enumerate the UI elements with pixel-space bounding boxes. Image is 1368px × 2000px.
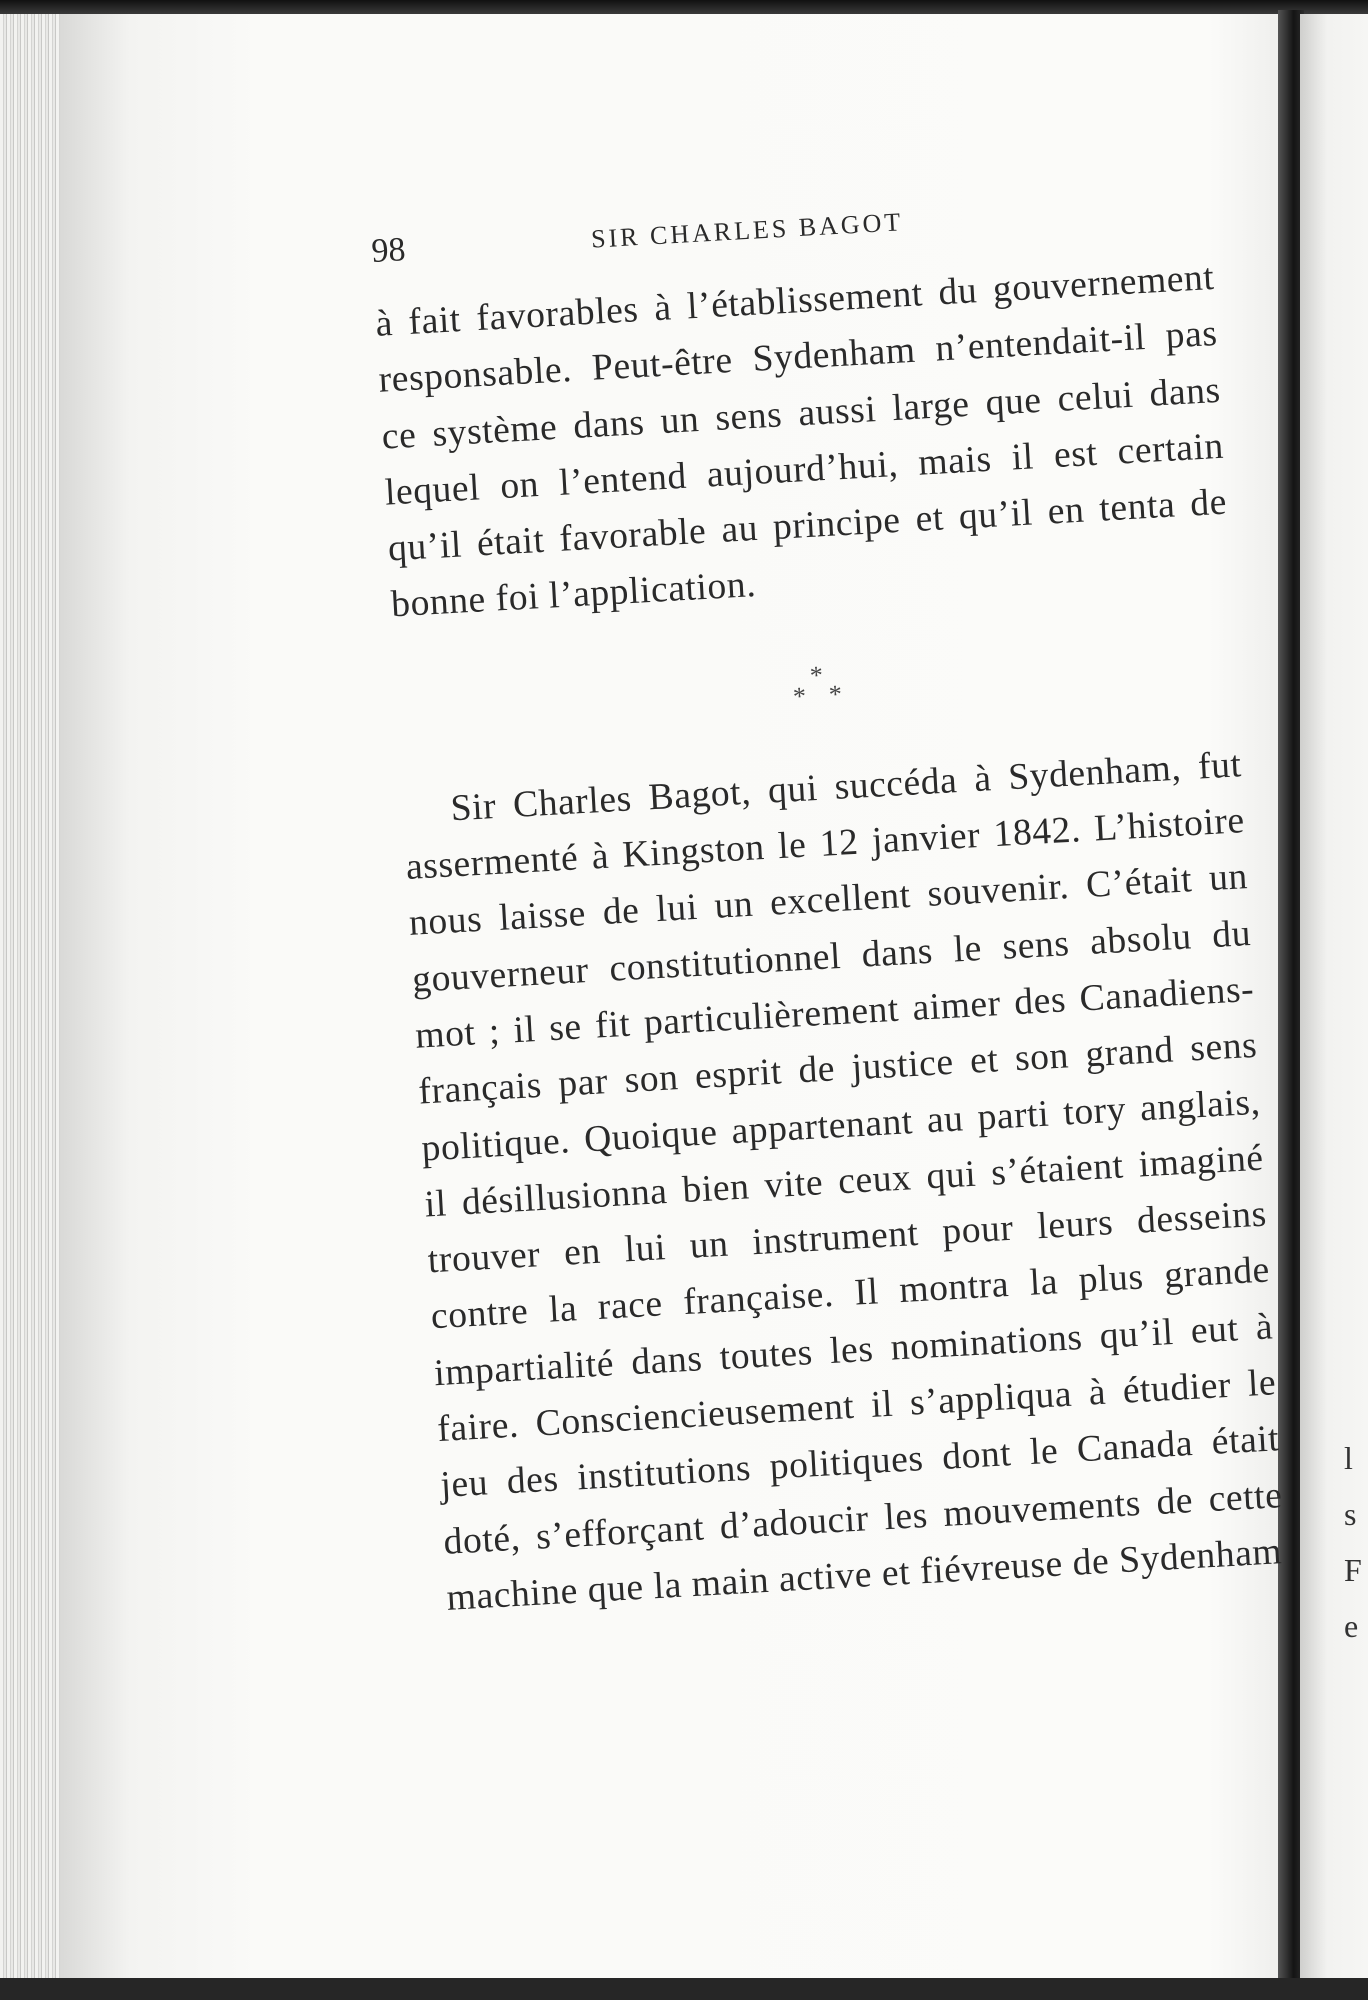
top-edge [0,0,1368,14]
asterism-star: * [792,681,807,711]
page-text-block [370,178,1287,1627]
running-title: SIR CHARLES BAGOT [590,207,904,254]
bottom-edge [0,1978,1368,2000]
facing-page [1300,14,1368,1986]
facing-line: e [1344,1608,1359,1644]
facing-page-text [1344,1430,1362,1654]
facing-line: F [1344,1552,1362,1588]
asterism-star: * [809,660,824,690]
asterism-star: * [828,679,843,709]
facing-line: l [1344,1440,1353,1476]
paragraph-1: à fait favorables à l’établissement du gouvernement responsable. Peut-être Sydenham n’entendait-il pas ce système dans un sens aussi large que celui dans lequel on l’entend aujourd’hui, mais il est certain qu’il était favorable au principe et qu’il en tenta de bonne foi l’application. [374,256,1228,626]
paragraph-2: Sir Charles Bagot, qui succéda à Sydenham, fut assermenté à Kingston le 12 janvier 1842. L’histoire nous laisse de lui un excellent souvenir. C’était un gouverneur constitutionnel dans le sens absolu du mot ; il se fit particulièrement aimer des Canadiens-français par son esprit de justice et son grand sens politique. Quoique appartenant au parti tory anglais, il désillusionna bien vite ceux qui s’étaient imaginé trouver en lui un instrument pour leurs desseins contre la race française. Il montra la plus grande impartialité dans toutes les nominations qu’il eut à faire. Consciencieusement il s’appliqua à étudier le jeu des institutions politiques dont le Canada était doté, s’efforçant d’adoucir les mouvements de cette machine que la main active et fiévreuse de Sydenham [404,744,1284,1619]
page-number: 98 [370,231,407,270]
facing-line: s [1344,1496,1357,1532]
